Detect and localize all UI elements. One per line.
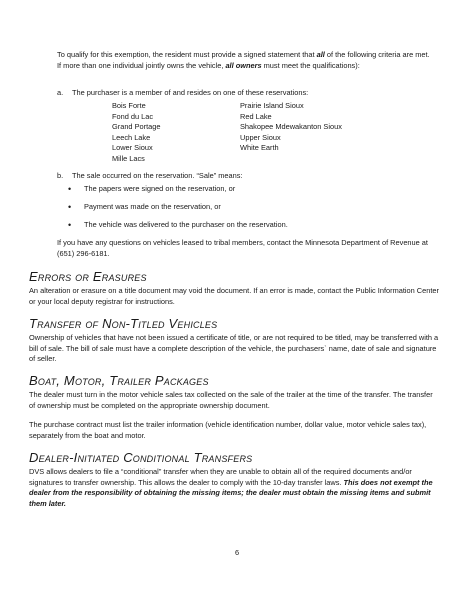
intro-text-1: To qualify for this exemption, the resident must provide a signed statement that — [57, 50, 317, 59]
dealer-emphasis: This does not exempt the dealer from the responsibility of obtaining the missing items; the dealer must obtain the missing items and submit them later. — [29, 477, 433, 508]
errors-heading: Errors or Erasures — [29, 269, 147, 284]
reservation-name: Upper Sioux — [240, 132, 281, 142]
item-a-letter: a. — [57, 88, 64, 97]
sale-bullet-list — [68, 184, 428, 238]
reservation-name: Red Lake — [240, 111, 272, 121]
dealer-heading: Dealer-Initiated Conditional Transfers — [29, 450, 253, 465]
page-number: 6 — [234, 548, 240, 557]
item-b-letter: b. — [57, 171, 64, 180]
list-item — [68, 202, 428, 220]
intro-text-2: of the following criteria are met. If more than one individual jointly owns the vehicle, — [57, 50, 430, 70]
reservations-column-2 — [240, 101, 342, 154]
bullet-text: The vehicle was delivered to the purchaser on the reservation. — [84, 220, 288, 229]
dealer-text: DVS allows dealers to file a “conditional” transfer when they are unable to obtain all of the required documents and/or signatures to transfer ownership. This allows the dealer to comply with the 10-day transfer laws. — [29, 467, 412, 487]
intro-emphasis-all-owners: all owners — [225, 60, 262, 70]
reservation-name: Bois Forte — [112, 101, 146, 110]
reservation-name: Mille Lacs — [112, 153, 145, 163]
list-item — [68, 220, 428, 238]
bullet-icon: • — [68, 184, 72, 194]
reservation-name: Lower Sioux — [112, 143, 153, 153]
reservation-name: White Earth — [240, 143, 279, 153]
item-b-text: The sale occurred on the reservation. “Sale” means: — [72, 171, 243, 180]
transfer-paragraph: Ownership of vehicles that have not been issued a certificate of title, or are not required to be titled, may be transferred with a bill of sale. The bill of sale must have a complete description of the vehicle, the purchasers` name, date of sale and signature of seller. — [29, 333, 439, 364]
errors-paragraph: An alteration or erasure on a title document may void the document. If an error is made, contact the Public Information Center or your local deputy registrar for instructions. — [29, 286, 439, 306]
boat-paragraph-1: The dealer must turn in the motor vehicle sales tax collected on the sale of the trailer at the time of the transfer. The transfer of ownership must be completed on the appropriate ownership document. — [29, 390, 433, 410]
reservation-name: Fond du Lac — [112, 111, 154, 121]
reservation-name: Grand Portage — [112, 122, 161, 132]
bullet-icon: • — [68, 220, 72, 230]
reservation-name: Shakopee Mdewakanton Sioux — [240, 122, 342, 132]
intro-paragraph — [57, 50, 432, 71]
list-item — [68, 184, 428, 202]
bullet-icon: • — [68, 202, 72, 212]
boat-paragraph-2: The purchase contract must list the trailer information (vehicle identification number, dollar value, motor vehicle sales tax), separately from the boat and motor. — [29, 420, 427, 440]
dealer-paragraph — [29, 467, 439, 509]
questions-paragraph: If you have any questions on vehicles leased to tribal members, contact the Minnesota Department of Revenue at (651) 296-6181. — [57, 238, 428, 258]
bullet-text: Payment was made on the reservation, or — [84, 202, 221, 211]
intro-text-3: must meet the qualifications): — [261, 60, 360, 70]
item-a-text: The purchaser is a member of and resides on one of these reservations: — [72, 88, 309, 97]
transfer-heading: Transfer of Non-Titled Vehicles — [29, 316, 218, 331]
reservation-name: Prairie Island Sioux — [240, 101, 304, 110]
intro-emphasis-all: all — [316, 50, 325, 59]
boat-heading: Boat, Motor, Trailer Packages — [29, 373, 209, 388]
reservations-column-1 — [112, 101, 160, 165]
bullet-text: The papers were signed on the reservation, or — [84, 184, 236, 193]
reservation-name: Leech Lake — [112, 132, 151, 142]
